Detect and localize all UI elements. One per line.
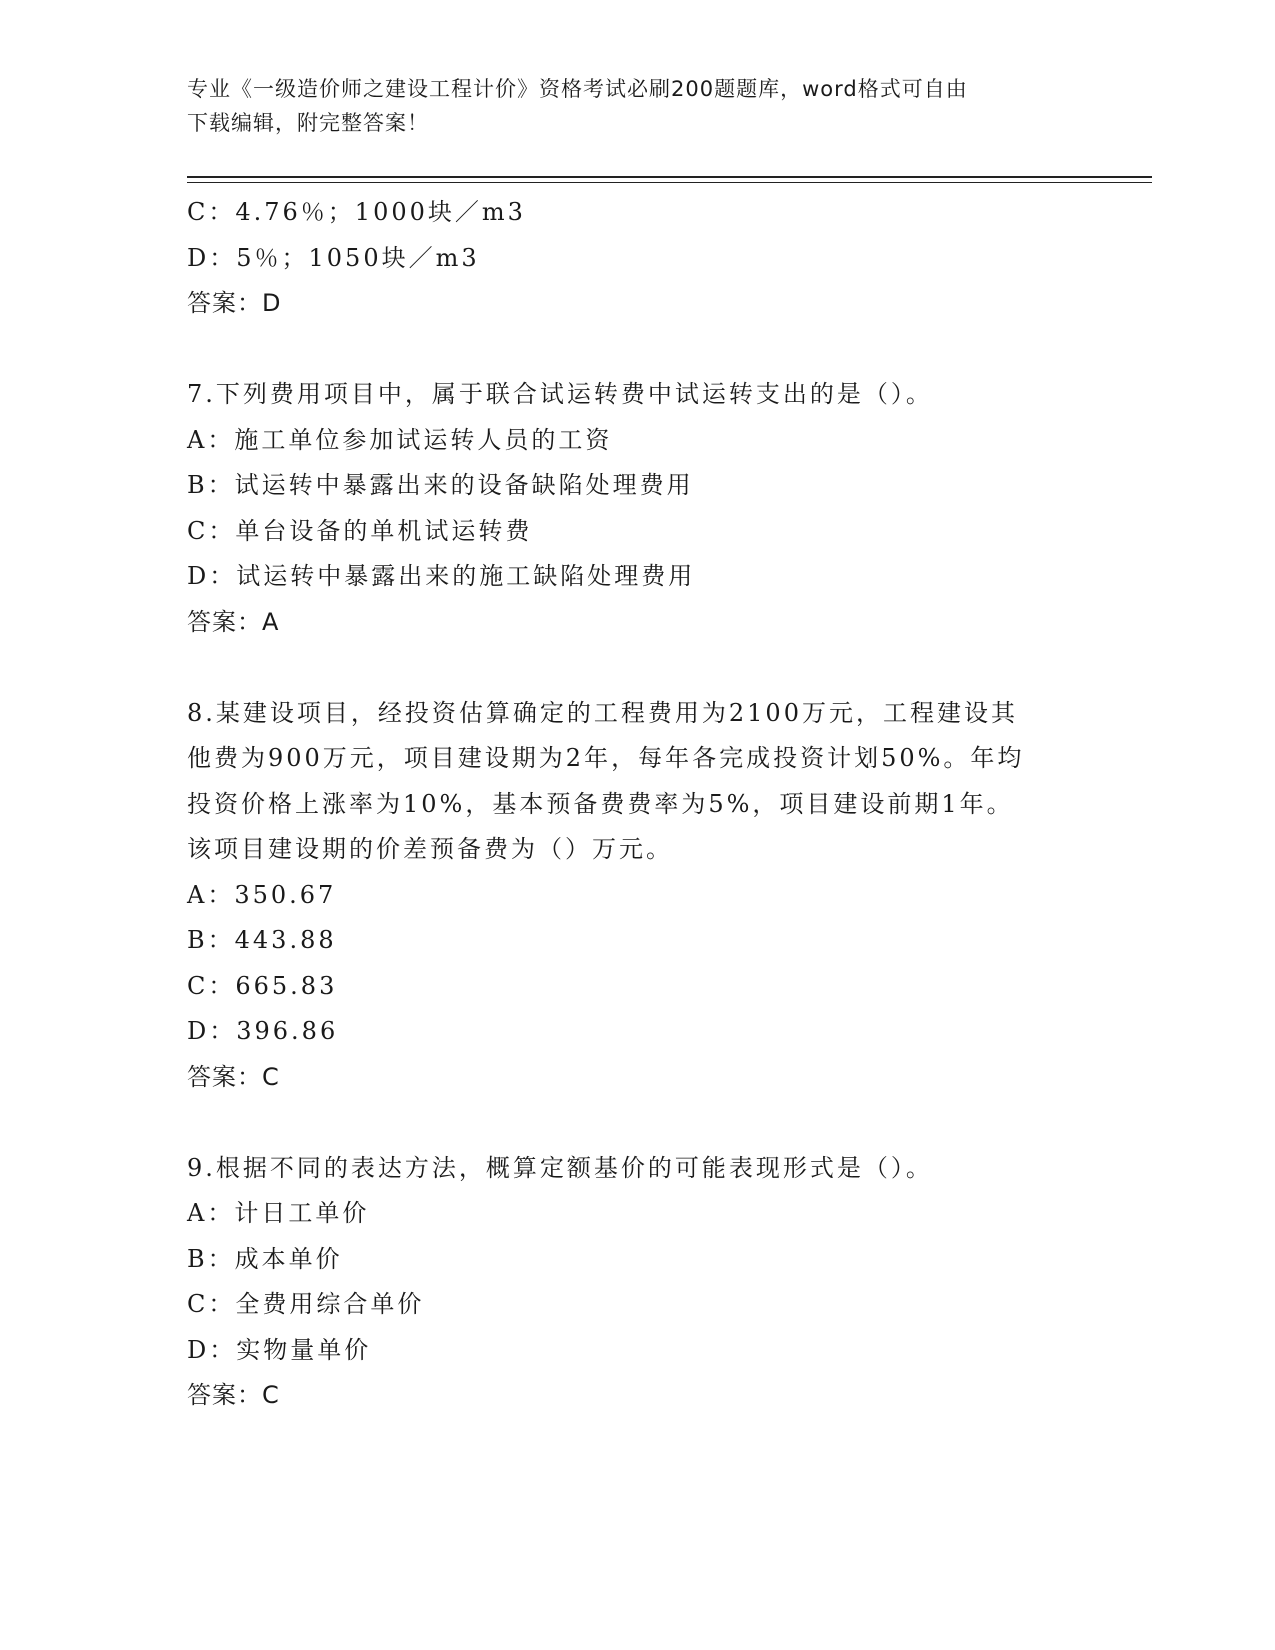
option-d: D：396.86 [187,1017,339,1045]
option-d: D：实物量单价 [187,1335,372,1364]
option-b: B：443.88 [187,926,337,954]
question-8-line-3: 投资价格上涨率为10%，基本预备费费率为5%，项目建设前期1年。 [187,789,1014,818]
header-rule-thin [187,182,1152,183]
option-a: A：计日工单价 [187,1199,370,1227]
option-d: D：试运转中暴露出来的施工缺陷处理费用 [187,562,696,590]
answer-line: 答案：C [187,1062,280,1091]
option-d: D：5％；1050块／m3 [187,243,480,272]
option-c: C：全费用综合单价 [187,1290,425,1318]
header-line-2: 下载编辑，附完整答案！ [187,111,429,135]
answer-line: 答案：A [187,607,280,636]
option-c: C：4.76％；1000块／m3 [187,198,526,226]
option-c: C：单台设备的单机试运转费 [187,516,533,545]
question-8-line-4: 该项目建设期的价差预备费为（）万元。 [187,835,673,863]
header-rule-thick [187,176,1152,178]
question-8-line-1: 8.某建设项目，经投资估算确定的工程费用为2100万元，工程建设其 [187,698,1018,727]
option-b: B：试运转中暴露出来的设备缺陷处理费用 [187,471,694,499]
option-a: A：施工单位参加试运转人员的工资 [187,425,613,454]
question-7: 7.下列费用项目中，属于联合试运转费中试运转支出的是（）。 [187,380,933,408]
answer-line: 答案：C [187,1381,280,1409]
header-line-1: 专业《一级造价师之建设工程计价》资格考试必刷200题题库，word格式可自由 [187,77,968,101]
document-body [187,190,1087,1419]
option-a: A：350.67 [187,880,337,909]
question-9: 9.根据不同的表达方法，概算定额基价的可能表现形式是（）。 [187,1153,933,1182]
option-b: B：成本单价 [187,1244,343,1273]
option-c: C：665.83 [187,971,338,1000]
document-header [187,72,1067,140]
question-8-line-2: 他费为900万元，项目建设期为2年，每年各完成投资计划50%。年均 [187,744,1025,772]
answer-line: 答案：D [187,289,282,317]
